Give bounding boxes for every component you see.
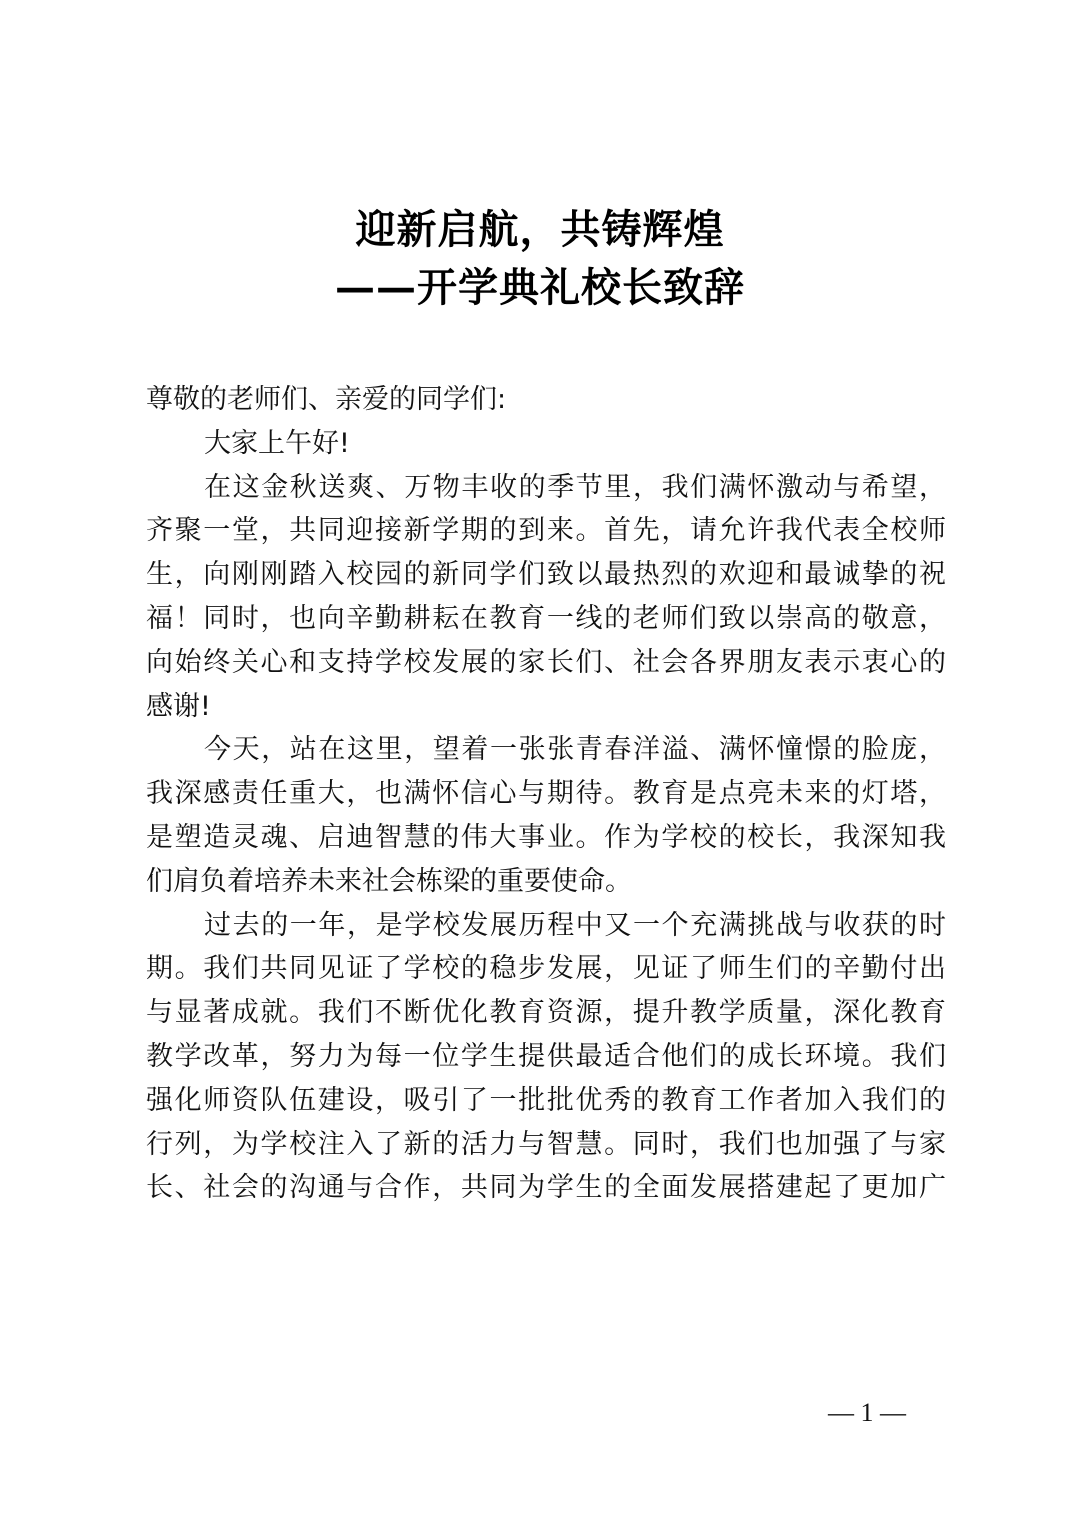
- page-number: — 1 —: [828, 1398, 906, 1427]
- text-line: 强化师资队伍建设，吸引了一批批优秀的教育工作者加入我们的: [146, 1084, 946, 1116]
- text-line: 今天，站在这里，望着一张张青春洋溢、满怀憧憬的脸庞，: [204, 734, 946, 766]
- text-line: 齐聚一堂，共同迎接新学期的到来。首先，请允许我代表全校师: [146, 515, 946, 547]
- text-line: 行列，为学校注入了新的活力与智慧。同时，我们也加强了与家: [146, 1128, 946, 1160]
- text-line: 生，向刚刚踏入校园的新同学们致以最热烈的欢迎和最诚挚的祝: [146, 559, 946, 591]
- text-line: 期。我们共同见证了学校的稳步发展，见证了师生们的辛勤付出: [146, 953, 946, 985]
- text-line: 教学改革，努力为每一位学生提供最适合他们的成长环境。我们: [146, 1040, 946, 1072]
- text-line: 我深感责任重大，也满怀信心与期待。教育是点亮未来的灯塔，: [146, 778, 946, 810]
- text-line: 感谢!: [146, 690, 211, 722]
- document-title: 迎新启航，共铸辉煌: [355, 206, 725, 253]
- text-line: 长、社会的沟通与合作，共同为学生的全面发展搭建起了更加广: [146, 1172, 946, 1204]
- text-line: 向始终关心和支持学校发展的家长们、社会各界朋友表示衷心的: [146, 646, 946, 678]
- text-line: 在这金秋送爽、万物丰收的季节里，我们满怀激动与希望，: [204, 471, 946, 503]
- text-line: 大家上午好!: [204, 427, 350, 459]
- text-line: 是塑造灵魂、启迪智慧的伟大事业。作为学校的校长，我深知我: [146, 821, 946, 853]
- text-line: 尊敬的老师们、亲爱的同学们:: [146, 384, 507, 415]
- text-line: 福！同时，也向辛勤耕耘在教育一线的老师们致以崇高的敬意，: [146, 602, 946, 634]
- text-line: 们肩负着培养未来社会栋梁的重要使命。: [146, 865, 632, 897]
- text-line: 过去的一年，是学校发展历程中又一个充满挑战与收获的时: [204, 909, 946, 941]
- document-subtitle: ——开学典礼校长致辞: [335, 264, 745, 311]
- body-text: [146, 378, 946, 1210]
- text-line: 与显著成就。我们不断优化教育资源，提升教学质量，深化教育: [146, 997, 946, 1029]
